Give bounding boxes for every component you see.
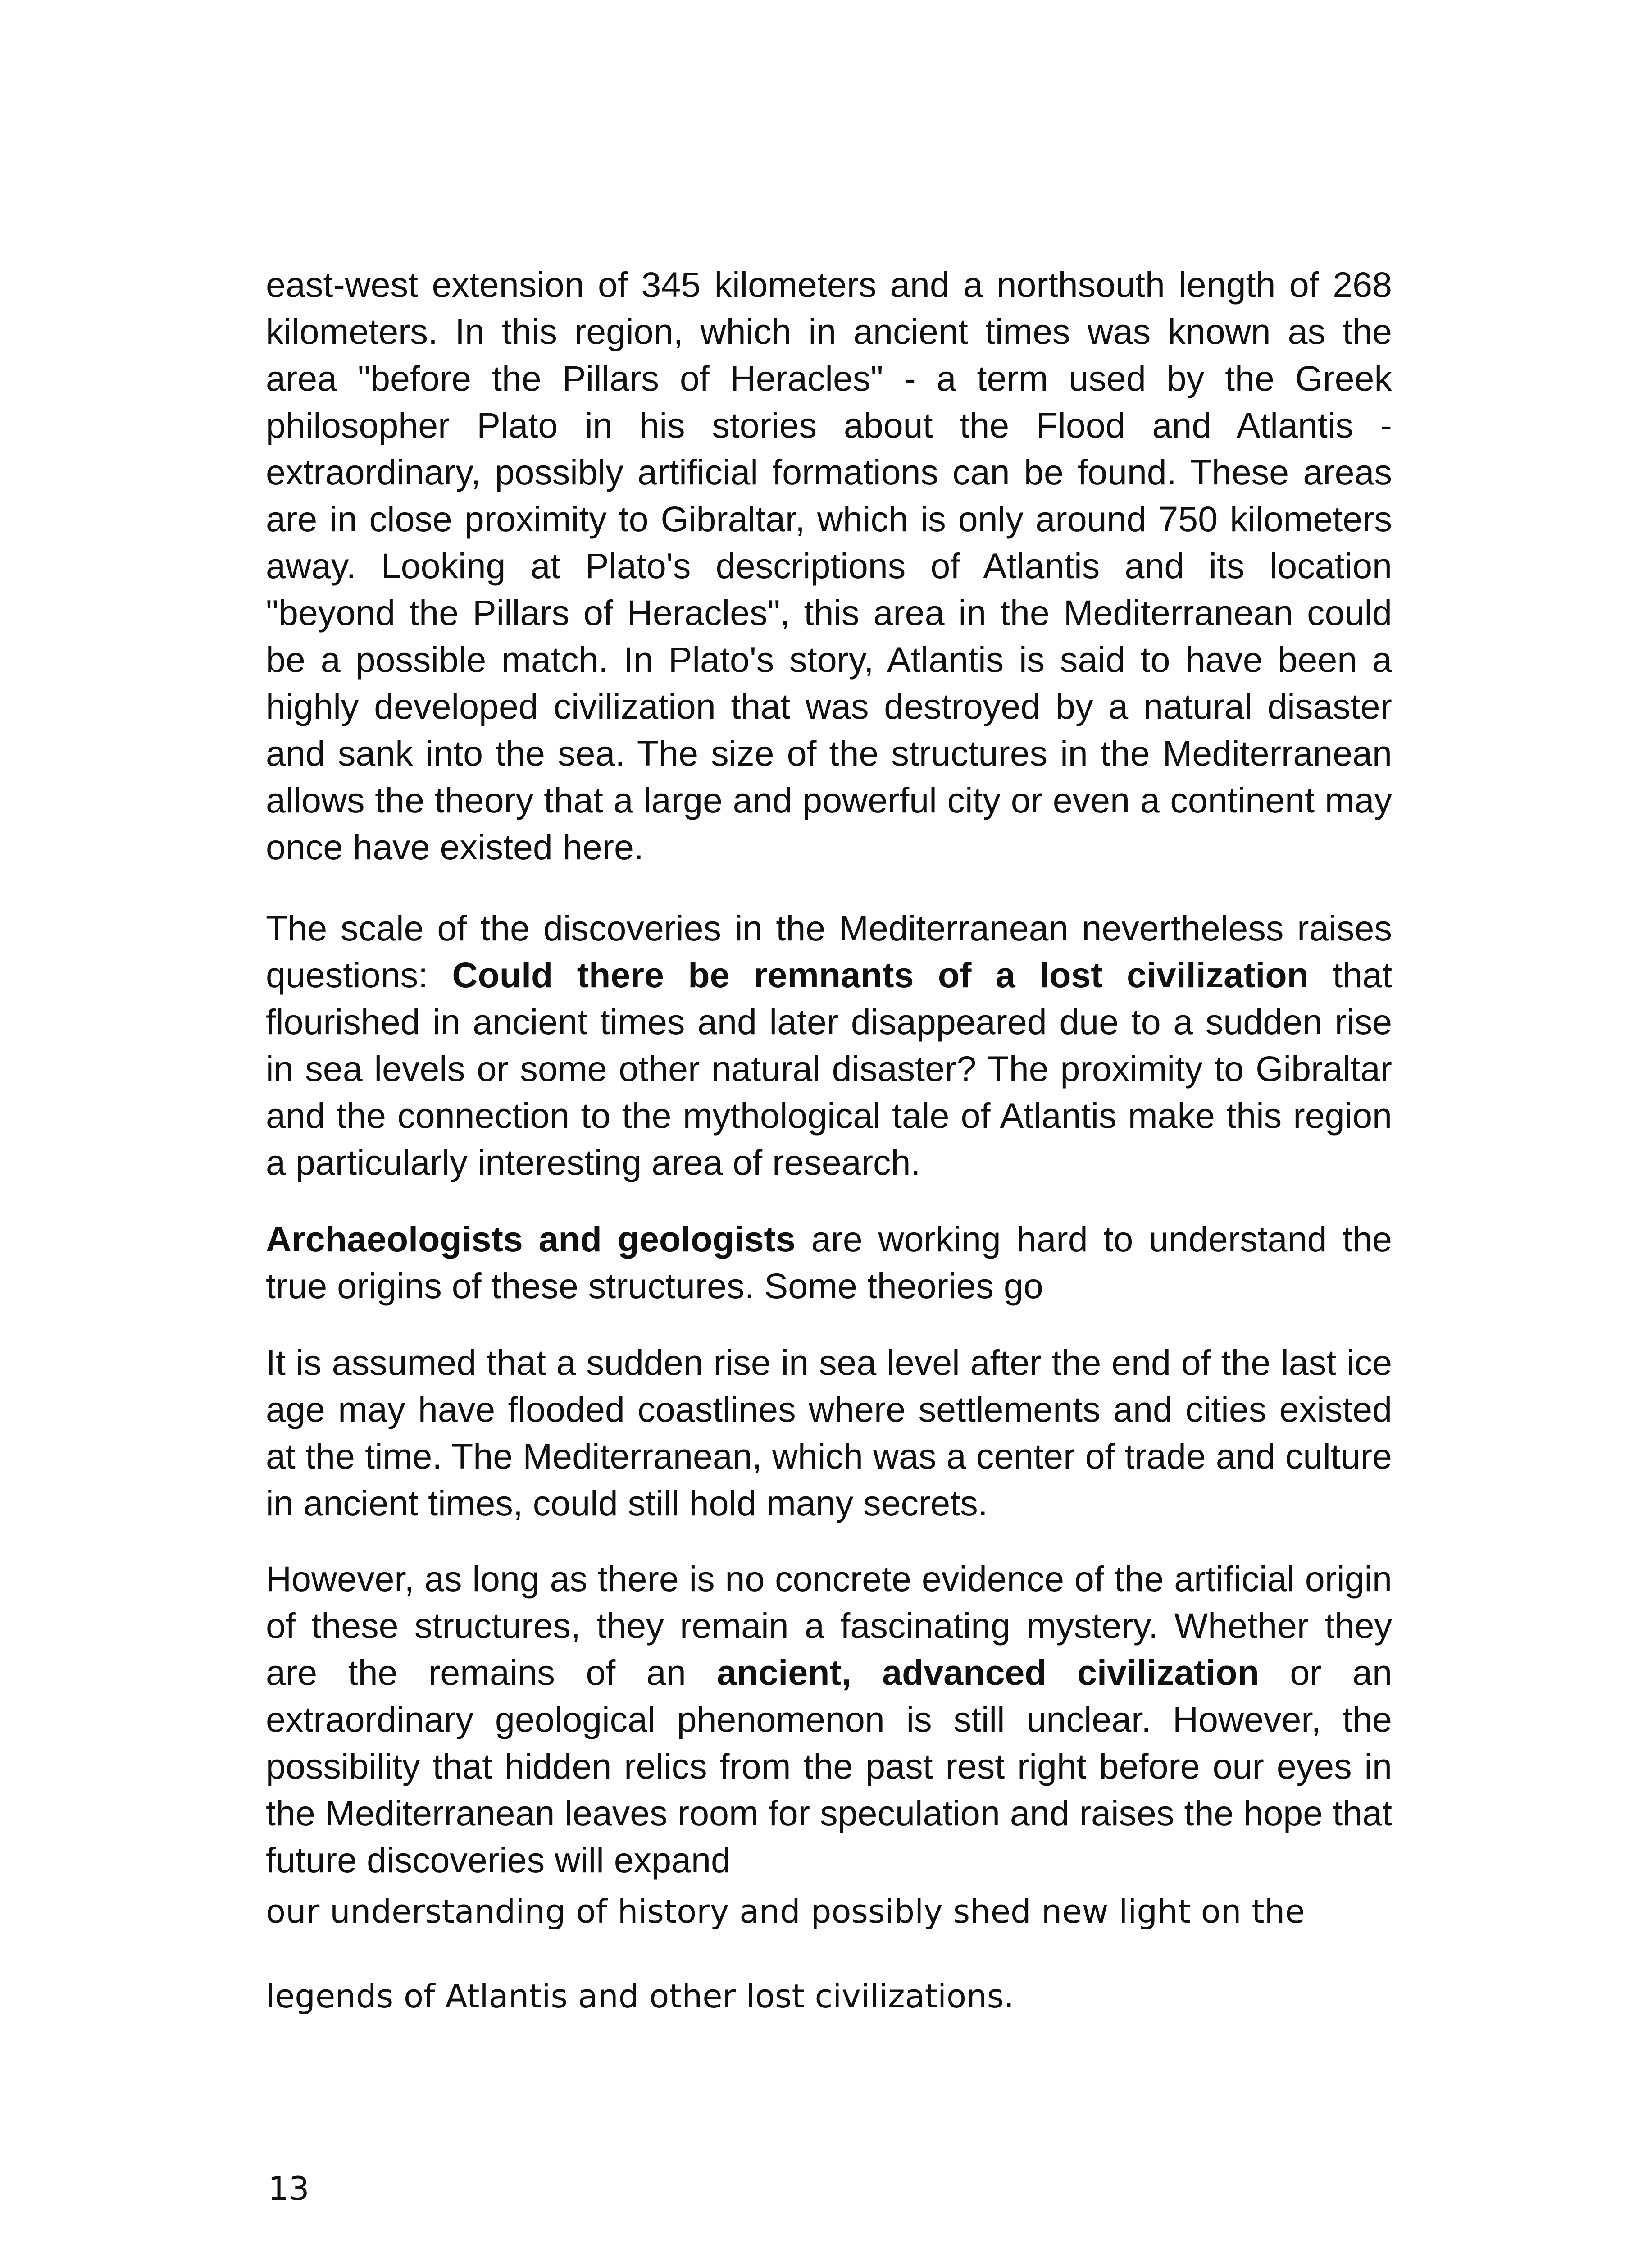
paragraph-3-text-end: are working hard to understand the true origins of these structures. Some theories go bbox=[266, 1219, 1392, 1306]
paragraph-4-text: It is assumed that a sudden rise in sea level after the end of the last ice age may have flooded coastlines where settlements and cities existed at the time. The Mediterranean, which was a center of trade and culture in ancient times, could still hold many secrets. bbox=[266, 1342, 1392, 1523]
paragraph-5-text-end: or an extraordinary geological phenomenon is still unclear. However, the possibility that hidden relics from the past rest right before our eyes in the Mediterranean leaves room for speculation and raises the hope that future discoveries will expand bbox=[266, 1652, 1393, 1880]
paragraph-1-text: east-west extension of 345 kilometers and a northsouth length of 268 kilometers. In this region, which in ancient times was known as the area "before the Pillars of Heracles" - a term used by the Greek philosopher Plato in his stories about the Flood and Atlantis - extraordinary, possibly artificial formations can be found. These areas are in close proximity to Gibraltar, which is only around 750 kilometers away. Looking at Plato's descriptions of Atlantis and its location "beyond the Pillars of Heracles", this area in the Mediterranean could be a possible match. In Plato's story, Atlantis is said to have been a highly developed civilization that was destroyed by a natural disaster and sank into the sea. The size of the structures in the Mediterranean allows the theory that a large and powerful city or even a continent may once have existed here. bbox=[266, 265, 1392, 867]
page-number: 13 bbox=[268, 2170, 309, 2207]
paragraph-2-bold-text: Could there be remnants of a lost civilization bbox=[452, 955, 1309, 995]
closing-line-1: our understanding of history and possibly shed new light on the bbox=[266, 1893, 1305, 1930]
paragraph-3 bbox=[266, 1216, 1392, 1309]
paragraph-5-text-start: However, as long as there is no concrete evidence of the artificial origin of these structures, they remain a fascinating mystery. Whether they are the remains of an bbox=[266, 1559, 1392, 1692]
paragraph-5-bold-text: ancient, advanced civilization bbox=[717, 1652, 1259, 1692]
paragraph-2-text-end: that flourished in ancient times and later disappeared due to a sudden rise in sea levels or some other natural disaster? The proximity to Gibraltar and the connection to the mythological tale of Atlantis make this region a particularly interesting area of research. bbox=[266, 955, 1393, 1182]
paragraph-3-bold-text: Archaeologists and geologists bbox=[266, 1219, 796, 1259]
paragraph-1 bbox=[266, 261, 1392, 871]
paragraph-2 bbox=[266, 905, 1392, 1186]
paragraph-5 bbox=[266, 1555, 1392, 1884]
paragraph-2-text-start: The scale of the discoveries in the Mediterranean nevertheless raises questions: bbox=[266, 908, 1392, 995]
closing-line-2: legends of Atlantis and other lost civilizations. bbox=[266, 1977, 1015, 2015]
paragraph-4 bbox=[266, 1339, 1392, 1527]
